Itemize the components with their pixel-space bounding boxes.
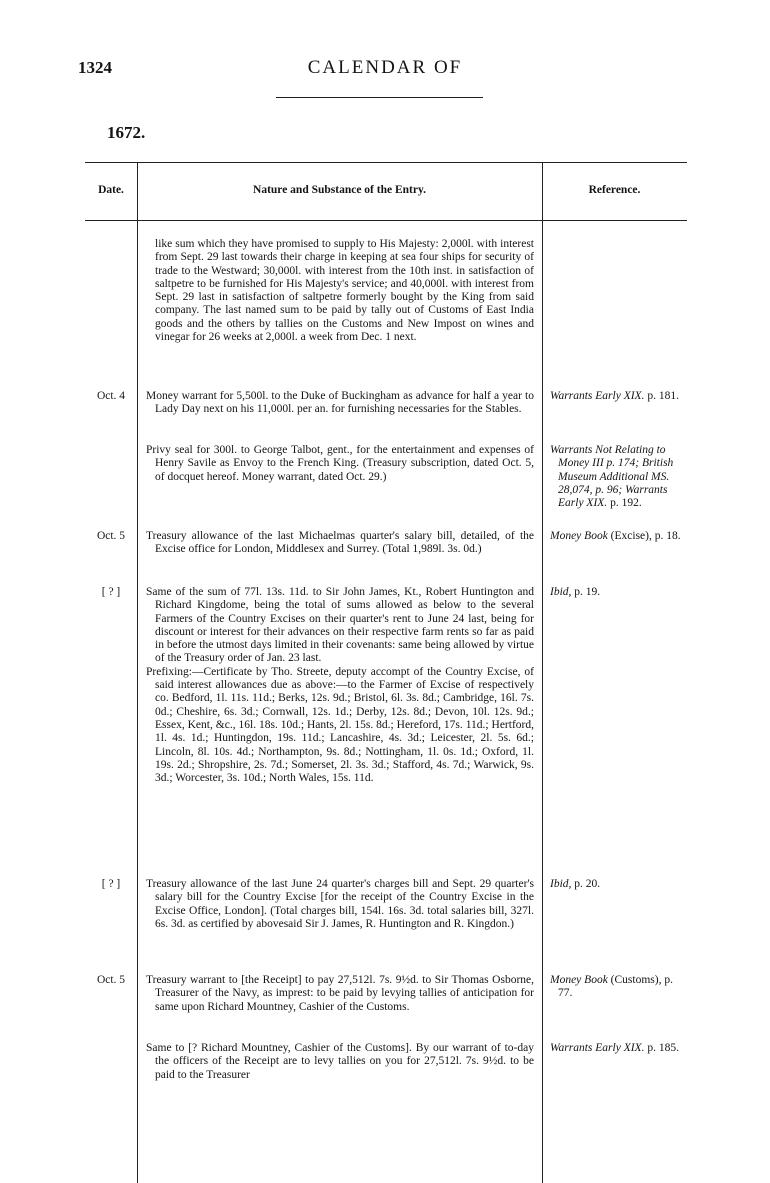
reference-source: Money Book (550, 974, 608, 986)
reference-source: Money Book (550, 530, 608, 542)
entry-paragraph: Same to [? Richard Mountney, Cashier of the Customs]. By our warrant of to-day the officers of the Receipt are to levy tallies on you for 27,512l. 7s. 9½d. to be paid to the Treasurer (146, 1042, 534, 1081)
entry-text (146, 444, 534, 484)
entry-reference (550, 974, 682, 1001)
running-title: CALENDAR OF (307, 57, 463, 78)
entry-reference (550, 878, 682, 891)
entry-text (146, 586, 534, 785)
entry-reference (550, 390, 682, 403)
entry-reference (550, 530, 682, 543)
page-number: 1324 (78, 58, 112, 77)
entry-text (146, 238, 534, 344)
entry-text (146, 974, 534, 1014)
entry-text (146, 530, 534, 557)
entry-date: Oct. 5 (96, 530, 126, 542)
reference-page: p. 20. (574, 878, 601, 890)
entry-paragraph: Money warrant for 5,500l. to the Duke of Buckingham as advance for half a year to Lady Day next on his 11,000l. per an. for furnishing necessaries for the Stables. (146, 390, 534, 416)
entry-date: Oct. 4 (96, 390, 126, 402)
entry-paragraph: like sum which they have promised to supply to His Majesty: 2,000l. with interest from Sept. 29 last towards their charge in keeping at sea four ships for security of trade to the Westward; 30,000l. with interest from the 10th inst. in satisfaction of saltpetre to be furnished for His Majesty's service; and 40,000l. with interest from Sept. 29 last in satisfaction of saltpetre formerly bought by the King from said company. The last named sum to be paid by tally out of Customs of East India goods and the others by tallies on the Customs and New Impost on wines and vinegar for 26 weeks at 2,000l. a week from Dec. 1 next. (155, 238, 534, 344)
reference-page: p. 185. (647, 1042, 679, 1054)
entry-date: Oct. 5 (96, 974, 126, 986)
entry-paragraph: Same of the sum of 77l. 13s. 11d. to Sir John James, Kt., Robert Huntington and Richard Kingdome, being the total of sums allowed as below to the several Farmers of the Country Excises on their quarter's rent to June 24 last, being for discount or interest for their advances on their respective farm rents so far as paid in before the utmost days limited in their covenants: same being allowed by virtue of the Treasury order of Jan. 23 last. (146, 586, 534, 665)
entry-date: [ ? ] (101, 878, 121, 890)
column-divider-reference (542, 162, 543, 1183)
entry-text (146, 1042, 534, 1082)
entry-paragraph: Treasury allowance of the last Michaelmas quarter's salary bill, detailed, of the Excise office for London, Middlesex and Surrey. (Total 1,989l. 3s. 0d.) (146, 530, 534, 556)
reference-source: Ibid, (550, 586, 572, 598)
entry-reference (550, 444, 682, 510)
reference-page: (Customs), p. 77. (558, 974, 673, 1000)
entry-date: [ ? ] (101, 586, 121, 598)
table-top-rule (85, 162, 687, 163)
reference-page: p. 181. (647, 390, 679, 402)
entry-paragraph: Privy seal for 300l. to George Talbot, gent., for the entertainment and expenses of Henry Savile as Envoy to the French King. (Treasury subscription, dated Oct. 5, of docquet hereof. Money warrant, dated Oct. 29.) (146, 444, 534, 483)
column-header-date: Date. (98, 184, 124, 196)
entry-paragraph: Treasury warrant to [the Receipt] to pay 27,512l. 7s. 9½d. to Sir Thomas Osborne, Treasurer of the Navy, as imprest: to be paid by levying tallies of anticipation for same upon Richard Mountney, Cashier of the Customs. (146, 974, 534, 1013)
entry-text (146, 878, 534, 931)
entry-text (146, 390, 534, 417)
reference-page: (Excise), p. 18. (610, 530, 681, 542)
year-heading: 1672. (107, 123, 146, 142)
calendar-table (85, 162, 687, 1183)
entry-reference (550, 1042, 682, 1055)
column-divider-date (137, 162, 138, 1183)
entry-paragraph-prefixing: Prefixing:—Certificate by Tho. Streete, deputy accompt of the Country Excise, of said interest allowances due as above:—to the Farmer of Excise of respectively co. Bedford, 1l. 11s. 11d.; Berks, 12s. 9d.; Bristol, 6l. 3s. 8d.; Cambridge, 16l. 7s. 0d.; Cheshire, 6s. 3d.; Cornwall, 12s. 1d.; Derby, 12s. 8d.; Devon, 10l. 12s. 9d.; Essex, Kent, &c., 16l. 18s. 10d.; Hants, 2l. 15s. 8d.; Hereford, 17s. 11d.; Hertford, 1l. 4s. 1d.; Huntingdon, 19s. 11d.; Lancashire, 4s. 3d.; Leicester, 2l. 5s. 6d.; Lincoln, 8l. 10s. 4d.; Northampton, 9s. 8d.; Nottingham, 1l. 0s. 1d.; Oxford, 1l. 19s. 2d.; Shropshire, 2s. 7d.; Somerset, 2l. 3s. 3d.; Stafford, 4s. 7d.; Warwick, 9s. 3d.; Worcester, 3s. 10d.; North Wales, 15s. 11d. (146, 665, 534, 785)
entry-reference (550, 586, 682, 599)
reference-source: Ibid, (550, 878, 572, 890)
column-header-reference: Reference. (588, 184, 641, 196)
title-rule (276, 97, 483, 98)
reference-source: Warrants Early XIX. (550, 1042, 645, 1054)
table-header-rule (85, 220, 687, 221)
reference-source: Warrants Early XIX. (550, 390, 645, 402)
reference-source: Warrants Not Relating to Money III p. 174; British Museum Additional MS. 28,074, p. 96; Warrants Early XIX. (550, 444, 674, 510)
reference-page: p. 192. (610, 497, 642, 510)
column-header-nature: Nature and Substance of the Entry. (253, 184, 426, 196)
entry-paragraph: Treasury allowance of the last June 24 quarter's charges bill and Sept. 29 quarter's salary bill for the Country Excise [for the receipt of the Country Excise in the Excise Office, London]. (Total charges bill, 154l. 16s. 3d. total salaries bill, 327l. 6s. 3d. as certified by abovesaid Sir J. James, R. Huntington and R. Kingdon.) (146, 878, 534, 930)
reference-page: p. 19. (574, 586, 601, 598)
